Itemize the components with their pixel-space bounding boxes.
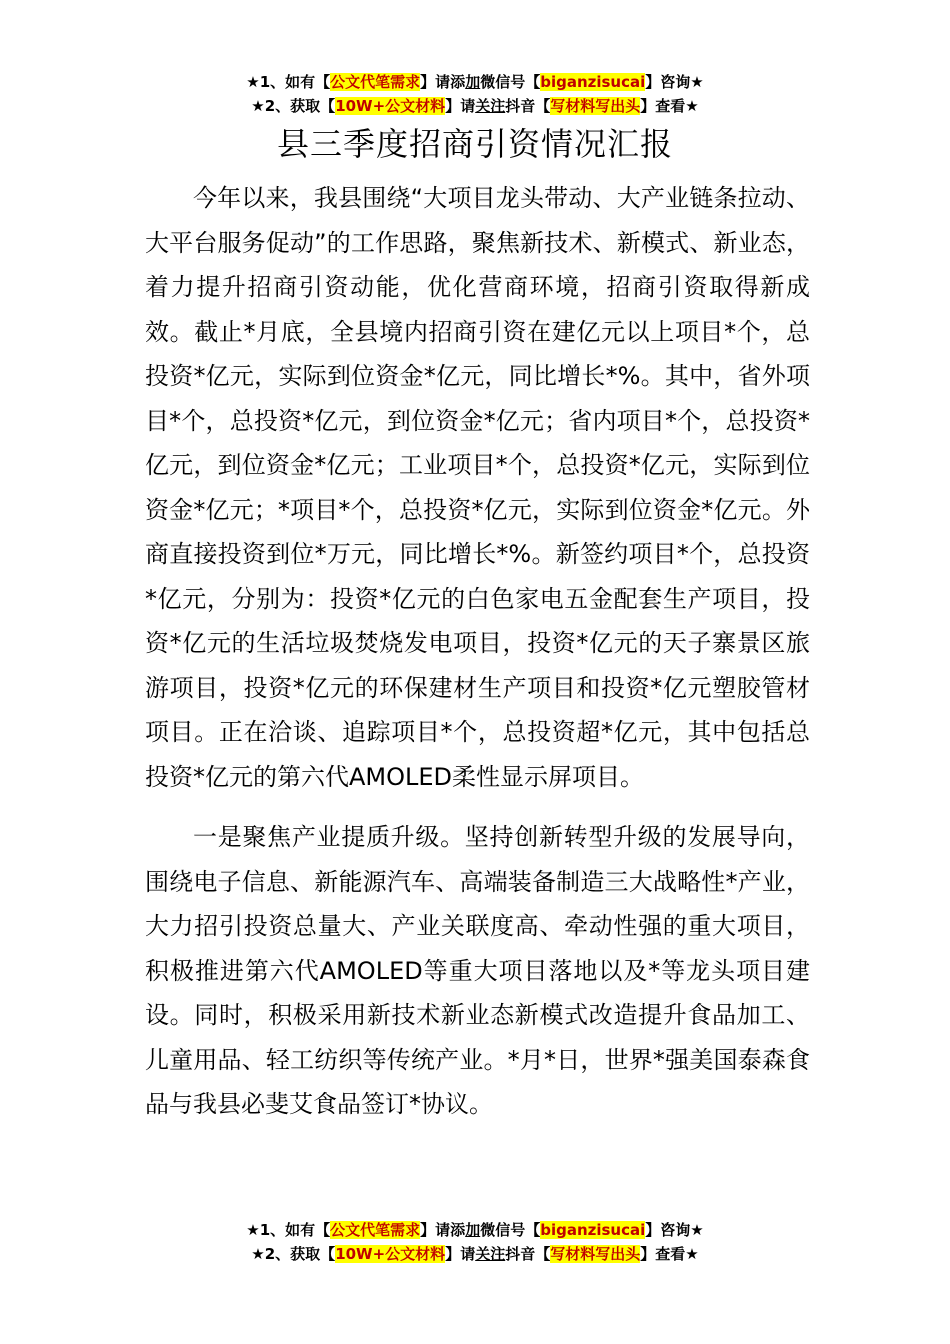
banner-text: 微信号【 <box>480 73 541 91</box>
banner-text: ★1、如有【 <box>246 73 331 91</box>
banner-text: 】咨询★ <box>645 1221 704 1239</box>
paragraph: 今年以来，我县围绕“大项目龙头带动、大产业链条拉动、大平台服务促动”的工作思路，聚焦新技术、新模式、新业态，着力提升招商引资动能，优化营商环境，招商引资取得新成效。截止*月底，全县境内招商引资在建亿元以上项目*个，总投资*亿元，实际到位资金*亿元，同比增长*%。其中，省外项目*个，总投资*亿元，到位资金*亿元；省内项目*个，总投资*亿元，到位资金*亿元；工业项目*个，总投资*亿元，实际到位资金*亿元；*项目*个，总投资*亿元，实际到位资金*亿元。外商直接投资到位*万元，同比增长*%。新签约项目*个，总投资*亿元，分别为：投资*亿元的白色家电五金配套生产项目，投资*亿元的生活垃圾焚烧发电项目，投资*亿元的天子寨景区旅游项目，投资*亿元的环保建材生产项目和投资*亿元塑胶管材项目。正在洽谈、追踪项目*个，总投资超*亿元，其中包括总投资*亿元的第六代AMOLED柔性显示屏项目。 <box>145 184 810 791</box>
banner-line-2 <box>0 1242 950 1266</box>
banner-text: 】查看★ <box>640 1245 699 1263</box>
banner-line-1 <box>0 1218 950 1242</box>
banner-highlight: biganzisucai <box>540 1221 646 1239</box>
banner-line-2 <box>0 94 950 118</box>
banner-text: ★2、获取【 <box>251 1245 336 1263</box>
banner-highlight: biganzisucai <box>540 73 646 91</box>
header-banner <box>0 70 950 118</box>
banner-highlight: 写材料写出头 <box>550 1245 641 1263</box>
banner-text: 】查看★ <box>640 97 699 115</box>
banner-text: 】请添 <box>420 1221 466 1239</box>
banner-highlight: 10W+公文材料 <box>335 97 446 115</box>
banner-highlight: 公文代笔需求 <box>330 1221 421 1239</box>
banner-text: 】请 <box>445 97 476 115</box>
banner-emphasis: 关注 <box>475 1245 506 1263</box>
document-title: 县三季度招商引资情况汇报 <box>276 125 673 163</box>
paragraph: 一是聚焦产业提质升级。坚持创新转型升级的发展导向，围绕电子信息、新能源汽车、高端装备制造三大战略性*产业，大力招引投资总量大、产业关联度高、牵动性强的重大项目，积极推进第六代AMOLED等重大项目落地以及*等龙头项目建设。同时，积极采用新技术新业态新模式改造提升食品加工、儿童用品、轻工纺织等传统产业。*月*日，世界*强美国泰森食品与我县必斐艾食品签订*协议。 <box>145 823 810 1118</box>
banner-text: 微信号【 <box>480 1221 541 1239</box>
banner-text: ★1、如有【 <box>246 1221 331 1239</box>
banner-text: 】请添 <box>420 73 466 91</box>
banner-highlight: 公文代笔需求 <box>330 73 421 91</box>
banner-text: 】咨询★ <box>645 73 704 91</box>
banner-text: ★2、获取【 <box>251 97 336 115</box>
footer-banner <box>0 1218 950 1266</box>
banner-line-1 <box>0 70 950 94</box>
document-body <box>145 176 810 1143</box>
banner-text: 抖音【 <box>505 97 551 115</box>
banner-emphasis: 关注 <box>475 97 506 115</box>
banner-text: 抖音【 <box>505 1245 551 1263</box>
banner-emphasis: 加 <box>465 1221 481 1239</box>
banner-highlight: 写材料写出头 <box>550 97 641 115</box>
banner-emphasis: 加 <box>465 73 481 91</box>
banner-text: 】请 <box>445 1245 476 1263</box>
banner-highlight: 10W+公文材料 <box>335 1245 446 1263</box>
